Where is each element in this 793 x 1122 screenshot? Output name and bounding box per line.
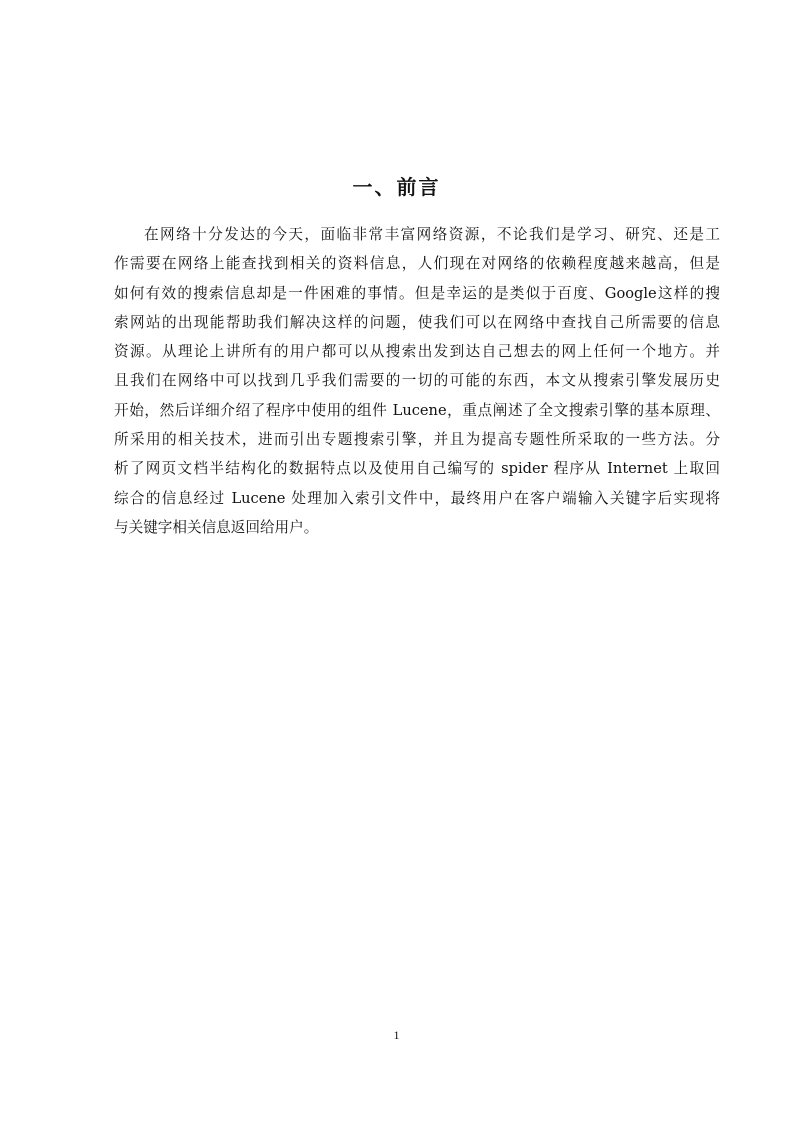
page-number: 1 xyxy=(393,1028,400,1042)
paragraph-line: 且我们在网络中可以找到几乎我们需要的一切的可能的东西，本文从搜索引擎发展历史 xyxy=(114,372,720,390)
paragraph-line: 资源。从理论上讲所有的用户都可以从搜索出发到达自己想去的网上任何一个地方。并 xyxy=(114,343,720,361)
paragraph-line: 与关键字相关信息返回给用户。 xyxy=(114,518,319,536)
paragraph-line: 索网站的出现能帮助我们解决这样的问题，使我们可以在网络中查找自己所需要的信息 xyxy=(114,313,720,331)
paragraph-line: 作需要在网络上能查找到相关的资料信息，人们现在对网络的依赖程度越来越高，但是 xyxy=(114,255,720,273)
paragraph-line: 综合的信息经过 Lucene 处理加入索引文件中，最终用户在客户端输入关键字后实现将 xyxy=(114,489,720,507)
paragraph-line: 如何有效的搜索信息却是一件困难的事情。但是幸运的是类似于百度、Google这样的搜 xyxy=(114,284,720,302)
paragraph-line: 在网络十分发达的今天，面临非常丰富网络资源，不论我们是学习、研究、还是工 xyxy=(144,226,720,243)
paragraph-line: 开始，然后详细介绍了程序中使用的组件 Lucene，重点阐述了全文搜索引擎的基本原理、 xyxy=(114,401,720,419)
section-heading: 一、前言 xyxy=(352,175,441,199)
paragraph-line: 析了网页文档半结构化的数据特点以及使用自己编写的 spider 程序从 Internet 上取回 xyxy=(114,460,720,478)
body-paragraph xyxy=(114,220,720,542)
paragraph-line: 所采用的相关技术，进而引出专题搜索引擎，并且为提高专题性所采取的一些方法。分 xyxy=(114,431,720,449)
